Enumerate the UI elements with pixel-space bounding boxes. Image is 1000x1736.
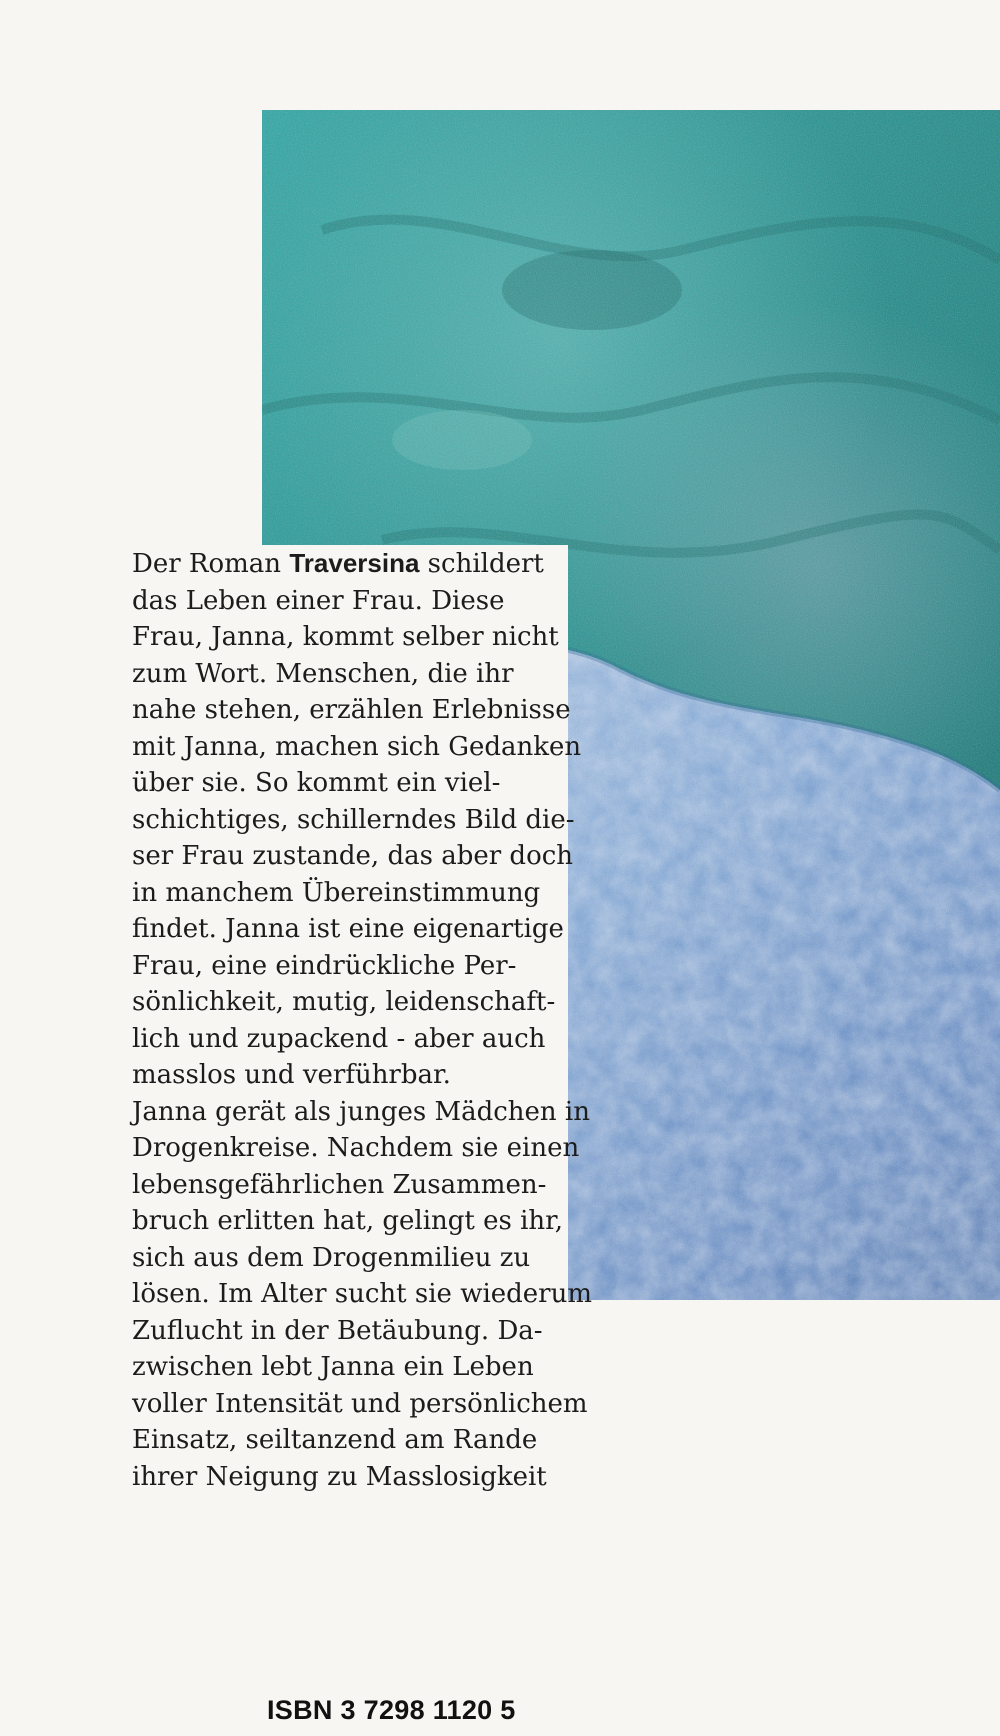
blurb-line: nahe stehen, erzählen Erlebnisse [132,695,571,725]
blurb-line: Einsatz, seiltanzend am Rande [132,1425,538,1455]
book-title: Traversina [289,548,420,578]
blurb-line: ihrer Neigung zu Masslosigkeit [132,1461,547,1492]
blurb-text [132,545,593,1495]
blurb-line: ser Frau zustande, das aber doch [132,841,574,871]
blurb-intro-after-title: schildert [419,549,544,579]
blurb-line: über sie. So kommt ein viel- [132,768,501,798]
blurb-line: lösen. Im Alter sucht sie wiederum [132,1279,593,1309]
blurb-line: in manchem Übereinstimmung [132,877,541,908]
blurb-line: Frau, Janna, kommt selber nicht [132,622,559,652]
blurb-line: masslos und verführbar. [132,1060,451,1090]
blurb-line: Janna gerät als junges Mädchen in [132,1096,590,1127]
blurb-line: zwischen lebt Janna ein Leben [132,1352,534,1382]
blurb-line: sönlichkeit, mutig, leidenschaft- [132,987,556,1017]
blurb-intro-before-title: Der Roman [132,549,290,579]
blurb-line: lich und zupackend - aber auch [132,1023,546,1054]
blurb-line: Zuflucht in der Betäubung. Da- [132,1315,543,1346]
blurb-line: Drogenkreise. Nachdem sie einen [132,1133,580,1163]
blurb-line: Frau, eine eindrückliche Per- [132,950,517,981]
blurb-line: lebensgefährlichen Zusammen- [132,1169,547,1200]
blurb-line: findet. Janna ist eine eigenartige [132,914,564,944]
blurb-line: bruch erlitten hat, gelingt es ihr, [132,1206,564,1236]
blurb-line: sich aus dem Drogenmilieu zu [132,1242,531,1273]
blurb-line: voller Intensität und persönlichem [132,1388,588,1419]
blurb-line: zum Wort. Menschen, die ihr [132,658,514,689]
isbn-number: ISBN 3 7298 1120 5 [267,1695,516,1725]
blurb-line-first [132,545,572,583]
blurb-line: das Leben einer Frau. Diese [132,585,505,616]
blurb-line: schichtiges, schillerndes Bild die- [132,804,575,835]
blurb-line: mit Janna, machen sich Gedanken [132,731,582,762]
